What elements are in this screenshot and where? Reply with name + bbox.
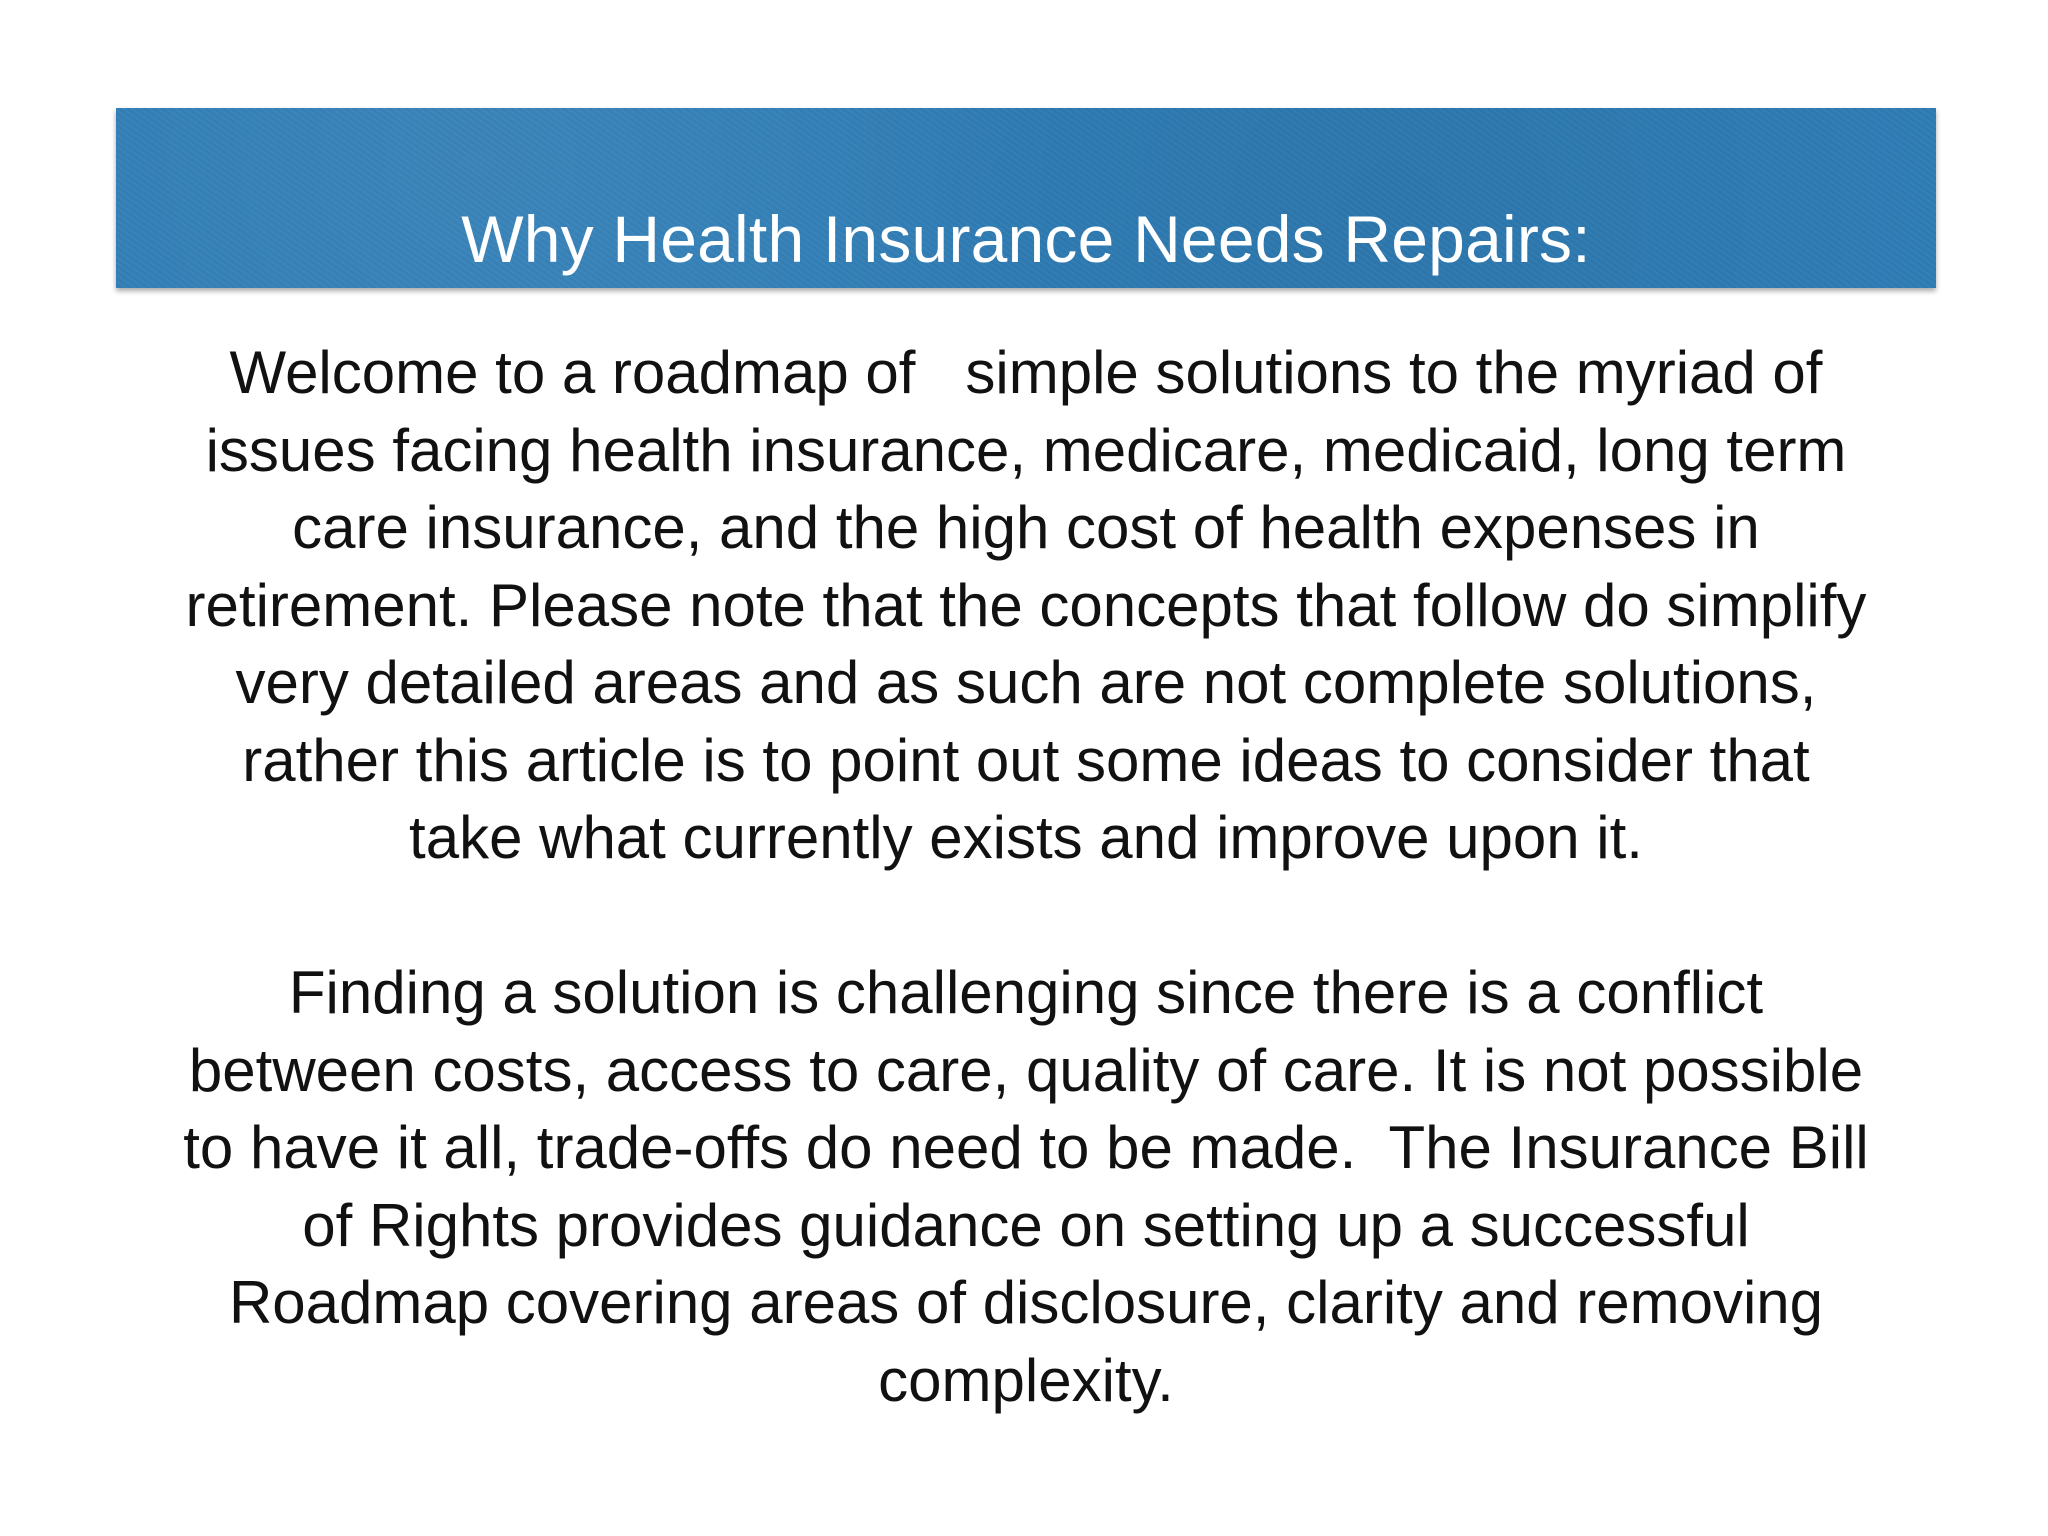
text-line: very detailed areas and as such are not complete solutions, — [235, 649, 1817, 716]
paragraph-intro — [116, 334, 1936, 877]
text-line: Roadmap covering areas of disclosure, clarity and removing — [228, 1269, 1824, 1336]
paragraph-challenge — [116, 954, 1936, 1419]
text-line: Finding a solution is challenging since there is a conflict — [288, 959, 1764, 1026]
text-line: take what currently exists and improve upon it. — [409, 804, 1643, 871]
slide-body — [116, 334, 1936, 1419]
text-line: between costs, access to care, quality of care. It is not possible — [188, 1036, 1864, 1104]
slide-title: Why Health Insurance Needs Repairs: — [461, 202, 1591, 276]
text-line: Welcome to a roadmap of simple solutions to the myriad of — [229, 339, 1823, 406]
text-line: to have it all, trade-offs do need to be made. The Insurance Bill — [183, 1114, 1869, 1181]
text-line: of Rights provides guidance on setting up a successful — [302, 1191, 1750, 1259]
text-line: rather this article is to point out some ideas to consider that — [242, 726, 1810, 794]
paragraph-spacer — [116, 877, 1936, 955]
title-banner — [116, 108, 1936, 288]
text-line: issues facing health insurance, medicare, medicaid, long term — [205, 416, 1847, 484]
text-line: retirement. Please note that the concepts that follow do simplify — [185, 571, 1867, 639]
text-line: care insurance, and the high cost of health expenses in — [292, 494, 1760, 561]
text-line: complexity. — [878, 1346, 1174, 1414]
